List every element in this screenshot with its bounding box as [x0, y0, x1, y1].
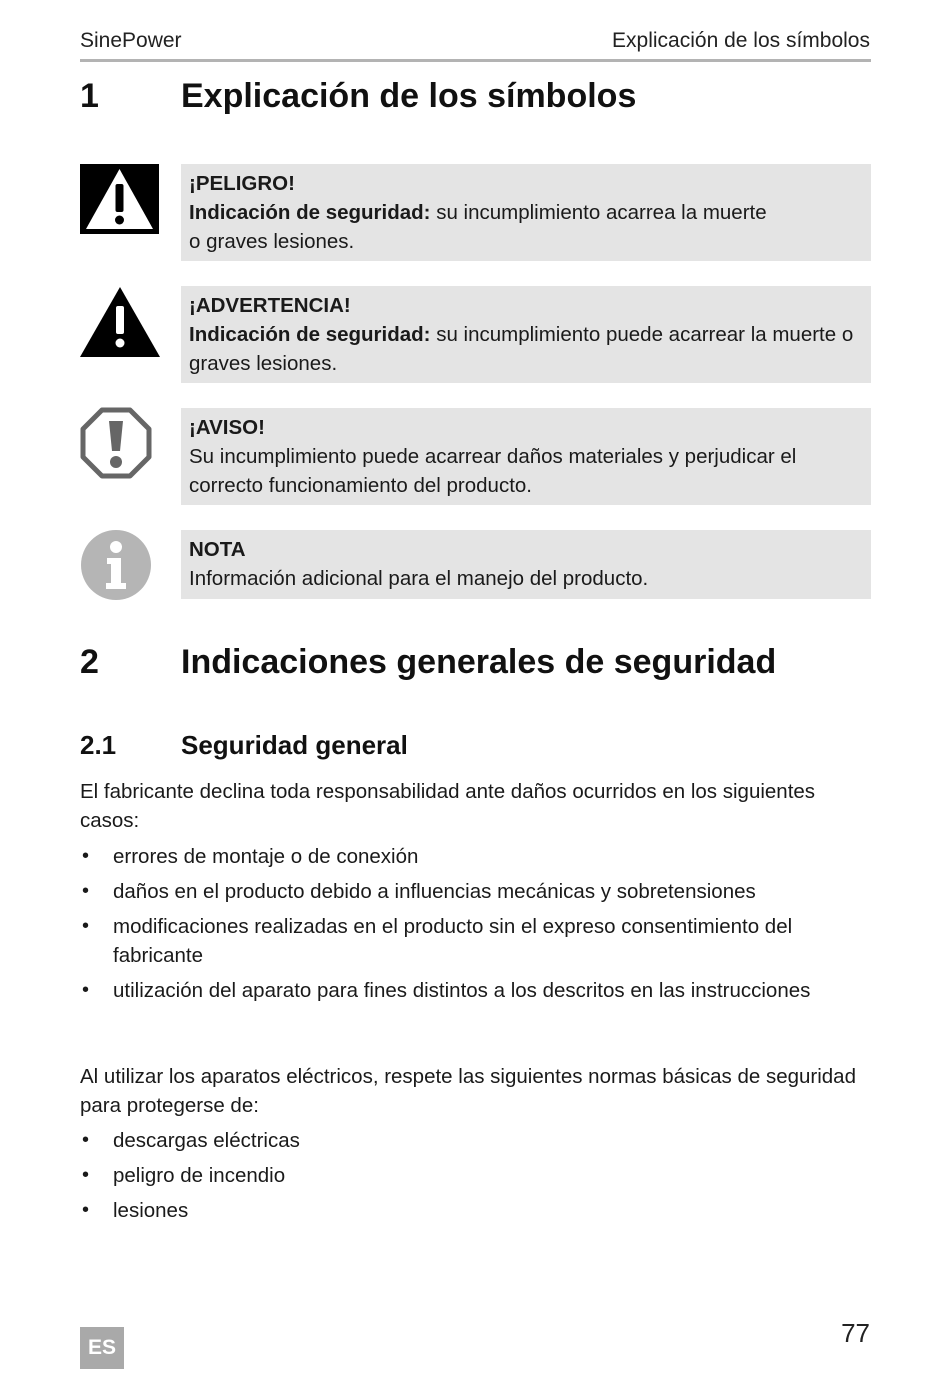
notice-octagon-icon	[80, 407, 152, 479]
section-2-1-title: Seguridad general	[181, 730, 408, 760]
section-2-number: 2	[80, 643, 99, 681]
notice-danger-title: ¡PELIGRO!	[189, 172, 295, 195]
notice-warning-title: ¡ADVERTENCIA!	[189, 294, 351, 317]
notice-warning	[181, 286, 871, 383]
list-item: • utilización del aparato para fines distintos a los descritos en las instrucciones	[80, 976, 870, 1005]
language-badge: ES	[80, 1327, 124, 1369]
header-rule	[80, 59, 871, 62]
list-item: • modificaciones realizadas en el producto sin el expreso consentimiento del fabricante	[80, 912, 870, 970]
list-item: • errores de montaje o de conexión	[80, 842, 870, 871]
paragraph-liability: El fabricante declina toda responsabilidad ante daños ocurridos en los siguientes casos:	[80, 780, 816, 832]
section-1-title: Explicación de los símbolos	[181, 77, 637, 115]
notice-danger-lead: Indicación de seguridad:	[189, 201, 431, 224]
list-item: • lesiones	[80, 1196, 870, 1225]
section-1-number: 1	[80, 77, 99, 115]
section-2-1-number: 2.1	[80, 730, 117, 760]
notice-note	[181, 530, 871, 599]
danger-triangle-icon	[80, 164, 160, 236]
notice-danger	[181, 164, 871, 261]
notice-caution-title: ¡AVISO!	[189, 416, 265, 439]
header-section-name: Explicación de los símbolos	[612, 29, 870, 52]
notice-caution-text: Su incumplimiento puede acarrear daños materiales y perjudicar el correcto funcionamiento del producto.	[189, 445, 797, 497]
protection-list	[80, 1126, 870, 1231]
section-2-title: Indicaciones generales de seguridad	[181, 643, 777, 681]
liability-list	[80, 842, 870, 1011]
page-number: 77	[841, 1318, 870, 1348]
header-product-name: SinePower	[80, 29, 182, 52]
list-item: • daños en el producto debido a influencias mecánicas y sobretensiones	[80, 877, 870, 906]
paragraph-safety-rules: Al utilizar los aparatos eléctricos, respete las siguientes normas básicas de seguridad para protegerse de:	[80, 1065, 856, 1117]
list-item: • peligro de incendio	[80, 1161, 870, 1190]
notice-danger-text: su incumplimiento acarrea la muerte	[430, 201, 767, 224]
warning-triangle-icon	[80, 286, 160, 358]
list-item: • descargas eléctricas	[80, 1126, 870, 1155]
notice-note-text: Información adicional para el manejo del producto.	[189, 567, 649, 590]
notice-warning-lead: Indicación de seguridad:	[189, 323, 431, 346]
notice-caution	[181, 408, 871, 505]
notice-danger-text-2: o graves lesiones.	[189, 230, 355, 253]
notice-warning-text: su incumplimiento puede acarrear la muerte o graves lesiones.	[189, 323, 854, 375]
notice-note-title: NOTA	[189, 538, 246, 561]
info-circle-icon	[80, 529, 152, 601]
